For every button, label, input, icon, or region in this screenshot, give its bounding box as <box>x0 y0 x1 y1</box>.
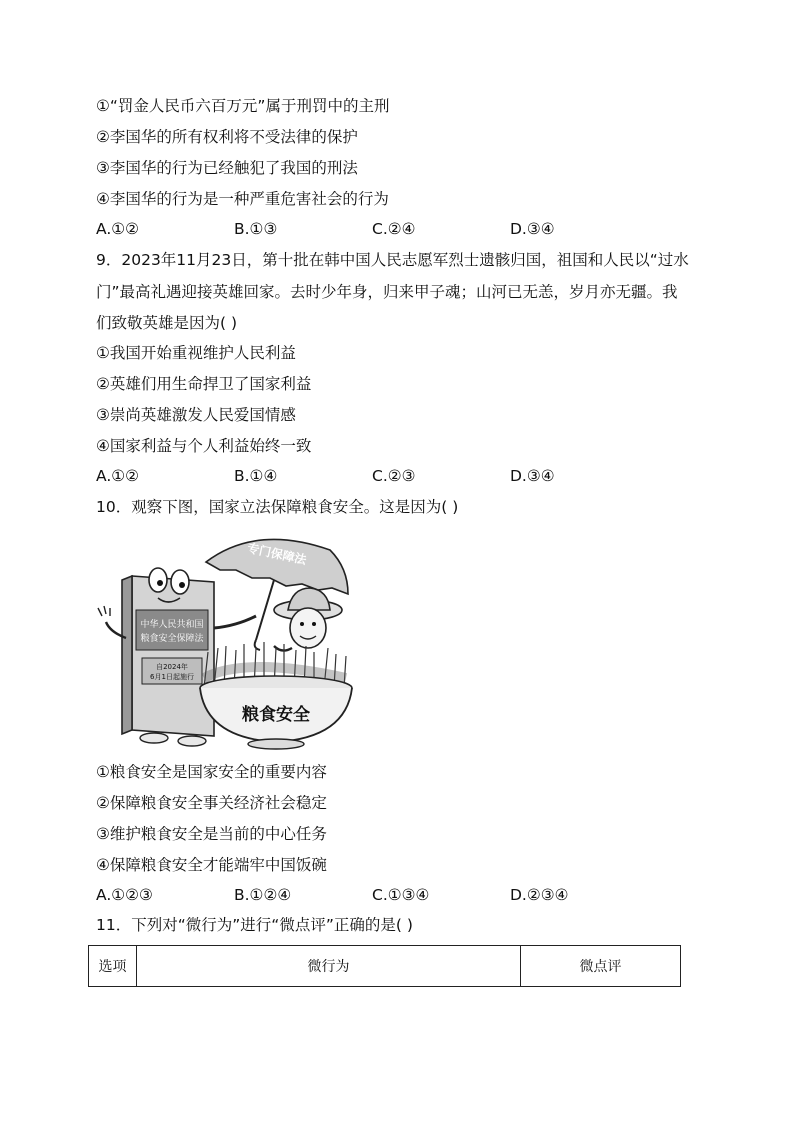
q10-option-b: B.①②④ <box>234 886 292 904</box>
q8-option-b: B.①③ <box>234 220 278 238</box>
q9-option-c: C.②③ <box>372 467 416 485</box>
q8-option-c: C.②④ <box>372 220 416 238</box>
q8-statement-4: ④李国华的行为是一种严重危害社会的行为 <box>96 190 389 208</box>
q9-statement-1: ①我国开始重视维护人民利益 <box>96 344 296 362</box>
q9-statement-3: ③崇尚英雄激发人民爱国情感 <box>96 406 296 424</box>
book-date-line-1: 自2024年 <box>156 663 188 671</box>
q8-option-d: D.③④ <box>510 220 555 238</box>
book-date-line-2: 6月1日起施行 <box>150 673 194 681</box>
q9-stem-line-1: 9．2023年11月23日，第十批在韩中国人民志愿军烈士遗骸归国，祖国和人民以“过水 <box>96 251 689 269</box>
q10-options <box>96 886 696 906</box>
q10-option-c: C.①③④ <box>372 886 430 904</box>
book-title-line-1: 中华人民共和国 <box>140 620 204 630</box>
grain-security-law-illustration <box>96 528 360 752</box>
q10-stem: 10．观察下图，国家立法保障粮食安全。这是因为( ) <box>96 498 459 516</box>
table-header-behavior: 微行为 <box>137 946 521 987</box>
farmer-character <box>274 588 342 651</box>
q10-statement-2: ②保障粮食安全事关经济社会稳定 <box>96 794 327 812</box>
q9-option-b: B.①④ <box>234 467 278 485</box>
q9-option-a: A.①② <box>96 467 140 485</box>
q8-options <box>96 220 696 240</box>
q10-option-d: D.②③④ <box>510 886 569 904</box>
bowl-text: 粮食安全 <box>242 705 310 725</box>
q9-options <box>96 467 696 487</box>
q9-stem-line-2: 门”最高礼遇迎接英雄回家。去时少年身，归来甲子魂；山河已无恙，岁月亦无疆。我 <box>96 283 678 301</box>
table-header-comment: 微点评 <box>521 946 681 987</box>
table-header-row <box>89 946 681 987</box>
q9-option-d: D.③④ <box>510 467 555 485</box>
q11-stem: 11．下列对“微行为”进行“微点评”正确的是( ) <box>96 916 413 934</box>
q8-option-a: A.①② <box>96 220 140 238</box>
q10-statement-3: ③维护粮食安全是当前的中心任务 <box>96 825 327 843</box>
q9-statement-4: ④国家利益与个人利益始终一致 <box>96 437 312 455</box>
q9-statement-2: ②英雄们用生命捍卫了国家利益 <box>96 375 312 393</box>
q11-table <box>88 945 681 987</box>
book-title-line-2: 粮食安全保障法 <box>140 634 204 644</box>
table-header-option: 选项 <box>89 946 137 987</box>
q9-stem-line-3: 们致敬英雄是因为( ) <box>96 314 238 332</box>
umbrella-text: 专门保障法 <box>246 541 308 568</box>
q8-statement-2: ②李国华的所有权利将不受法律的保护 <box>96 128 358 146</box>
q8-statement-1: ①“罚金人民币六百万元”属于刑罚中的主刑 <box>96 97 390 115</box>
q10-statement-4: ④保障粮食安全才能端牢中国饭碗 <box>96 856 327 874</box>
q10-option-a: A.①②③ <box>96 886 153 904</box>
q10-statement-1: ①粮食安全是国家安全的重要内容 <box>96 763 327 781</box>
q8-statement-3: ③李国华的行为已经触犯了我国的刑法 <box>96 159 358 177</box>
